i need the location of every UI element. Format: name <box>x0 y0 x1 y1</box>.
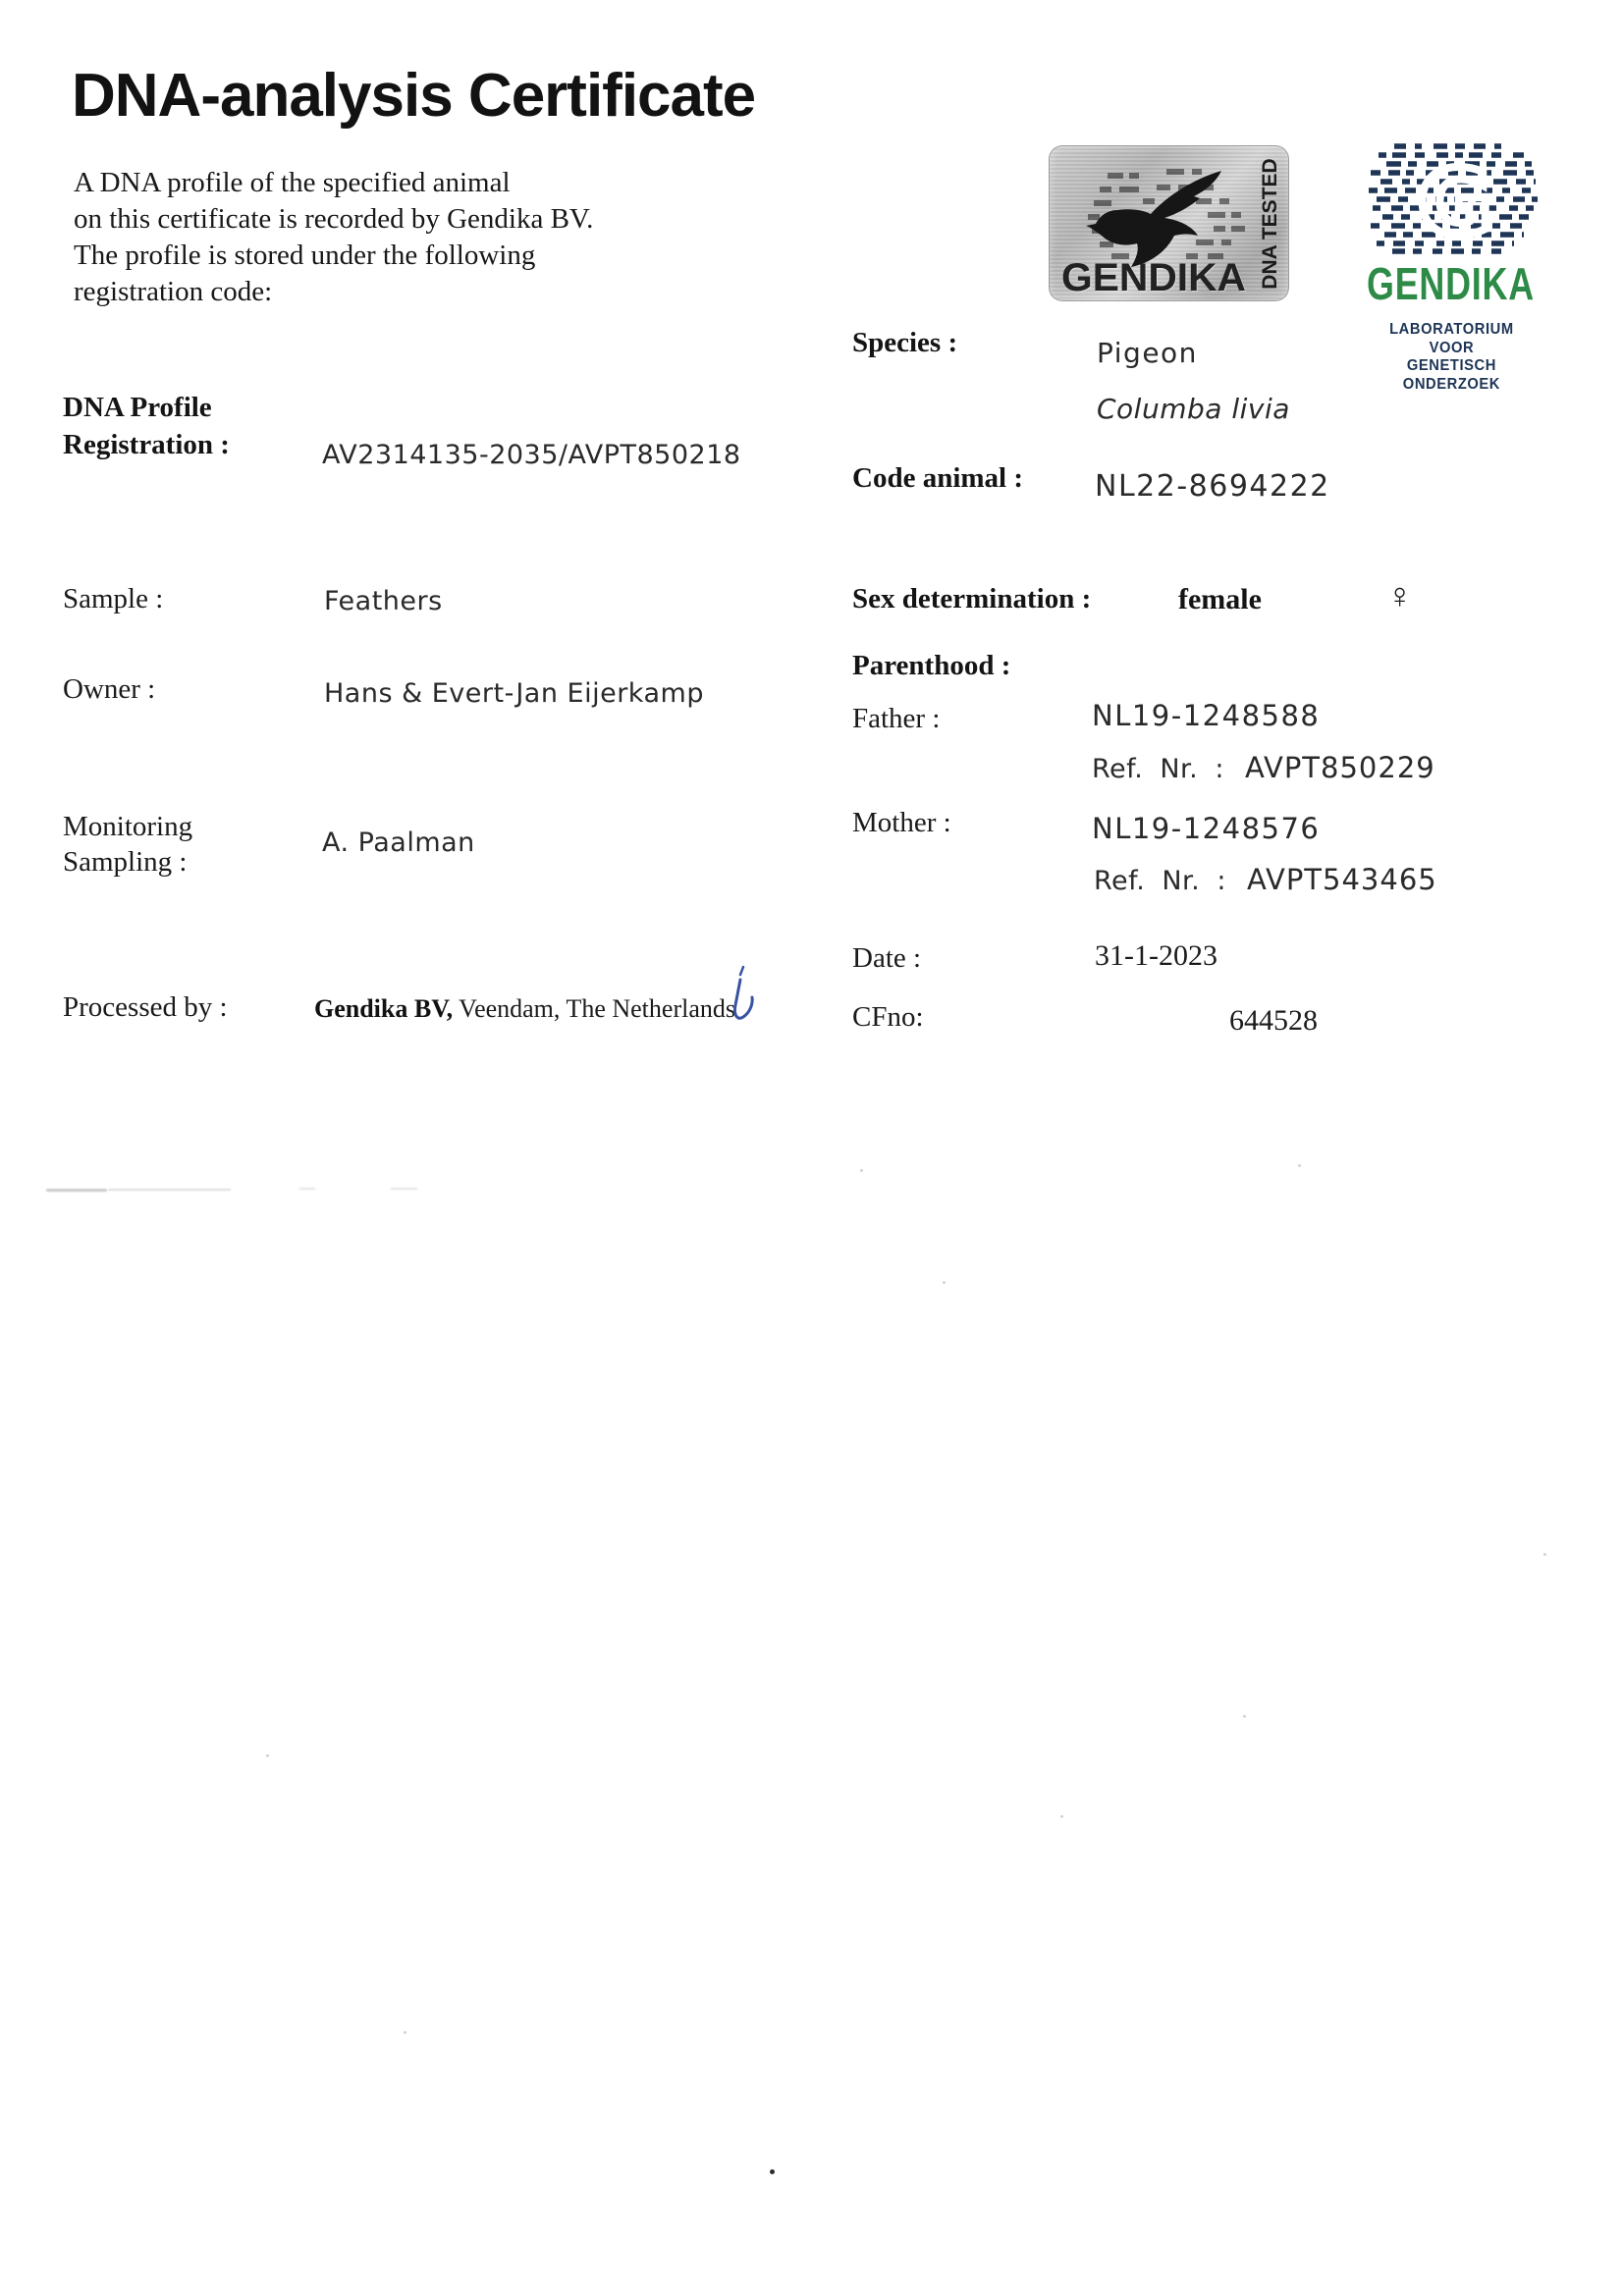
signature-squiggle-icon <box>720 964 763 1029</box>
pigeon-icon <box>1086 171 1221 267</box>
species-latin-value: Columba livia <box>1097 393 1290 425</box>
sex-determination-label: Sex determination : <box>852 583 1092 614</box>
scan-artifact <box>299 1188 315 1190</box>
scan-artifact <box>1543 1553 1546 1556</box>
scan-artifact <box>404 2031 406 2034</box>
page-title: DNA-analysis Certificate <box>72 62 756 130</box>
code-animal-label: Code animal : <box>852 462 1023 494</box>
cfno-value: 644528 <box>1229 1004 1318 1037</box>
scan-artifact <box>266 1754 269 1757</box>
intro-line: The profile is stored under the following <box>74 240 536 271</box>
father-ref-value: AVPT850229 <box>1245 751 1435 784</box>
scan-artifact <box>108 1189 231 1191</box>
mother-value: NL19-1248576 <box>1092 812 1321 845</box>
mother-label: Mother : <box>852 807 951 838</box>
registration-label-line2: Registration : <box>63 429 230 460</box>
monitoring-value: A. Paalman <box>322 828 475 858</box>
stamp-dna-tested-text: DNA TESTED <box>1259 158 1281 290</box>
processed-by-company: Gendika BV, <box>314 994 454 1023</box>
stamp-brand-text: GENDIKA <box>1061 256 1246 299</box>
owner-value: Hans & Evert-Jan Eijerkamp <box>324 678 704 709</box>
female-symbol-icon: ♀ <box>1386 576 1413 615</box>
sex-determination-value: female <box>1178 583 1262 615</box>
scan-artifact <box>46 1189 107 1192</box>
hologram-sticker-art <box>1049 145 1289 301</box>
registration-label-line1: DNA Profile <box>63 392 212 423</box>
parenthood-label: Parenthood : <box>852 650 1011 681</box>
logo-brand-text: GENDIKA <box>1367 258 1535 309</box>
monitoring-label-line2: Sampling : <box>63 846 188 878</box>
scan-artifact <box>770 2169 775 2174</box>
code-animal-value: NL22-8694222 <box>1095 469 1330 504</box>
logo-hidden-g: G <box>1418 150 1492 255</box>
mother-ref-label: Ref. Nr. : <box>1094 866 1226 896</box>
gendika-logo <box>1367 141 1542 262</box>
owner-label: Owner : <box>63 673 156 705</box>
scan-artifact <box>1060 1815 1063 1818</box>
logo-tagline-line: LABORATORIUM VOOR <box>1389 321 1514 356</box>
logo-tagline-line: GENETISCH ONDERZOEK <box>1402 357 1501 393</box>
intro-line: A DNA profile of the specified animal <box>74 167 511 198</box>
sample-label: Sample : <box>63 583 164 614</box>
father-ref-label: Ref. Nr. : <box>1092 754 1224 784</box>
species-label: Species : <box>852 327 958 358</box>
scan-artifact <box>1298 1164 1301 1167</box>
mother-ref-value: AVPT543465 <box>1247 863 1437 896</box>
hologram-sticker <box>1049 145 1289 301</box>
processed-by-value <box>314 994 735 1024</box>
intro-line: registration code: <box>74 276 273 307</box>
species-value: Pigeon <box>1097 337 1198 369</box>
scan-artifact <box>860 1169 863 1172</box>
scan-artifact <box>1243 1715 1246 1718</box>
processed-by-label: Processed by : <box>63 991 228 1023</box>
scan-artifact <box>943 1281 946 1284</box>
intro-line: on this certificate is recorded by Gendika BV. <box>74 203 594 235</box>
processed-by-location: Veendam, The Netherlands <box>453 994 735 1023</box>
gendika-logo-mark-icon <box>1367 141 1542 257</box>
cfno-label: CFno: <box>852 1001 924 1033</box>
sample-value: Feathers <box>324 586 443 616</box>
scan-artifact <box>391 1188 417 1190</box>
father-label: Father : <box>852 703 941 734</box>
date-value: 31-1-2023 <box>1095 939 1217 972</box>
registration-value: AV2314135-2035/AVPT850218 <box>322 440 741 470</box>
intro-paragraph <box>74 165 722 310</box>
logo-tagline <box>1366 321 1538 394</box>
father-value: NL19-1248588 <box>1092 699 1321 732</box>
date-label: Date : <box>852 942 922 974</box>
monitoring-label-line1: Monitoring <box>63 811 193 842</box>
